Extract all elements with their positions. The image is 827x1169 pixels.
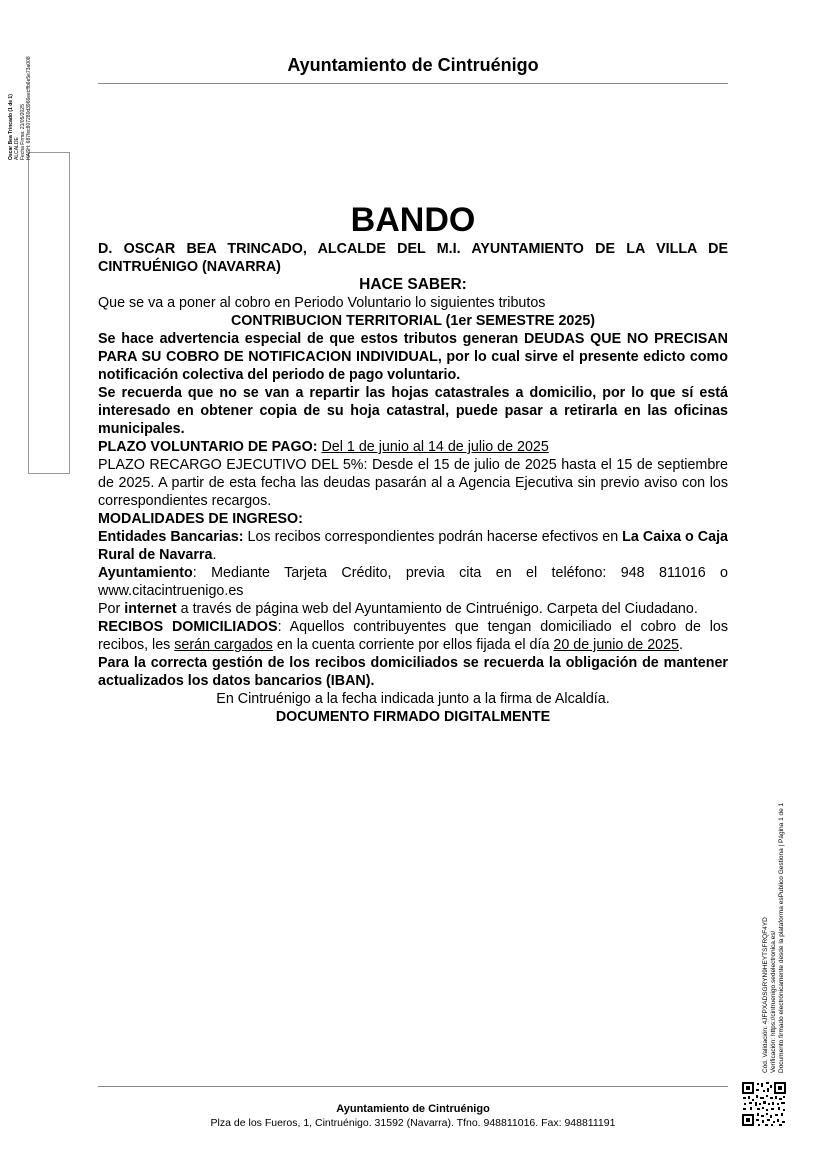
signature-hash: HASH: 687fec807280d3966eecffb6e5e73a008 <box>26 56 32 160</box>
catastral-notice: Se recuerda que no se van a repartir las hojas catastrales a domicilio, por lo que sí está interesado en obtener copia de su hoja catastral, puede pasar a retirarla en las oficinas municipales. <box>98 385 728 437</box>
verification-platform: Documento firmado electrónicamente desde la plataforma esPublico Gestiona | Página 1 de 1 <box>778 802 785 1073</box>
signature-signer: Oscar Bea Trincado (1 de 1) <box>8 94 14 160</box>
document-body <box>98 200 728 726</box>
date-line: En Cintruénigo a la fecha indicada junto a la firma de Alcaldía. <box>216 691 610 707</box>
internet-prefix: Por <box>98 601 125 617</box>
surcharge-period: PLAZO RECARGO EJECUTIVO DEL 5%: Desde el 15 de julio de 2025 hasta el 15 de septiembre de 2025. A partir de esta fecha las deudas pasarán al a Agencia Ejecutiva sin previo aviso con los correspondientes recargos. <box>98 457 728 509</box>
payment-methods-heading: MODALIDADES DE INGRESO: <box>98 511 303 527</box>
signature-role: ALCALDE <box>14 137 20 160</box>
footer-name: Ayuntamiento de Cintruénigo <box>336 1103 490 1115</box>
banks-end: . <box>212 547 217 563</box>
voluntary-period <box>98 438 728 456</box>
header-title: Ayuntamiento de Cintruénigo <box>287 55 539 75</box>
banks-text: Los recibos correspondientes podrán hacerse efectivos en <box>243 529 623 545</box>
footer-address: Plza de los Fueros, 1, Cintruénigo. 31592 (Navarra). Tfno. 948811016. Fax: 948811191 <box>210 1117 616 1129</box>
direct-debit-text-2: en la cuenta corriente por ellos fijada el día <box>272 637 554 653</box>
internet-label: internet <box>124 601 177 617</box>
direct-debit-paragraph <box>98 618 728 654</box>
intro-text: Que se va a poner al cobro en Periodo Voluntario lo siguientes tributos <box>98 295 546 311</box>
banks-names: La Caixa o Caja Rural de Navarra <box>98 529 729 563</box>
verification-url[interactable]: Verificación: https://cintruenigo.sedelectronica.es/ <box>770 930 777 1073</box>
mayor-heading: D. OSCAR BEA TRINCADO, ALCALDE DEL M.I. AYUNTAMIENTO DE LA VILLA DE CINTRUÉNIGO (NAVARRA) <box>98 241 728 275</box>
direct-debit-label: RECIBOS DOMICILIADOS <box>98 619 278 635</box>
qr-code-icon <box>741 1081 787 1127</box>
footer-divider <box>98 1086 728 1087</box>
town-hall-paragraph <box>98 564 728 600</box>
direct-debit-charged: serán cargados <box>174 637 273 653</box>
verification-text <box>762 728 786 1073</box>
town-hall-label: Ayuntamiento <box>98 565 193 581</box>
header-divider <box>98 83 728 84</box>
voluntary-period-dates: Del 1 de junio al 14 de julio de 2025 <box>321 439 549 455</box>
signature-date: Fecha Firma: 21/05/2025 <box>20 104 26 160</box>
voluntary-period-label: PLAZO VOLUNTARIO DE PAGO: <box>98 439 318 455</box>
warning-notice: Se hace advertencia especial de que estos tributos generan DEUDAS QUE NO PRECISAN PARA SU COBRO DE NOTIFICACION INDIVIDUAL, por lo cual sirve el presente edicto como notificación colectiva del periodo de pago voluntario. <box>98 331 728 383</box>
signature-stamp <box>8 0 32 160</box>
direct-debit-text-1: : Aquellos contribuyentes que tengan domiciliado el cobro de los recibos, les <box>98 619 728 653</box>
validation-code: Cód. Validación: 4JFPXADSGRYN9HEYTSFRQF4YD <box>762 917 769 1073</box>
digitally-signed: DOCUMENTO FIRMADO DIGITALMENTE <box>275 709 551 725</box>
direct-debit-date: 20 de junio de 2025 <box>553 637 680 653</box>
banks-label: Entidades Bancarias: <box>98 529 244 545</box>
hace-saber: HACE SABER: <box>359 276 467 293</box>
tax-name: CONTRIBUCION TERRITORIAL (1er SEMESTRE 2025) <box>230 313 596 329</box>
internet-text: a través de página web del Ayuntamiento de Cintruénigo. Carpeta del Ciudadano. <box>176 601 698 617</box>
signature-box <box>28 152 70 474</box>
direct-debit-end: . <box>679 637 683 653</box>
town-hall-text: : Mediante Tarjeta Crédito, previa cita en el teléfono: 948 811016 o www.citacintruenigo.es <box>98 565 728 599</box>
banks-paragraph <box>98 528 728 564</box>
internet-paragraph <box>98 600 728 618</box>
document-title: BANDO <box>350 201 476 239</box>
iban-reminder: Para la correcta gestión de los recibos domiciliados se recuerda la obligación de mantener actualizados los datos bancarios (IBAN). <box>98 655 728 689</box>
